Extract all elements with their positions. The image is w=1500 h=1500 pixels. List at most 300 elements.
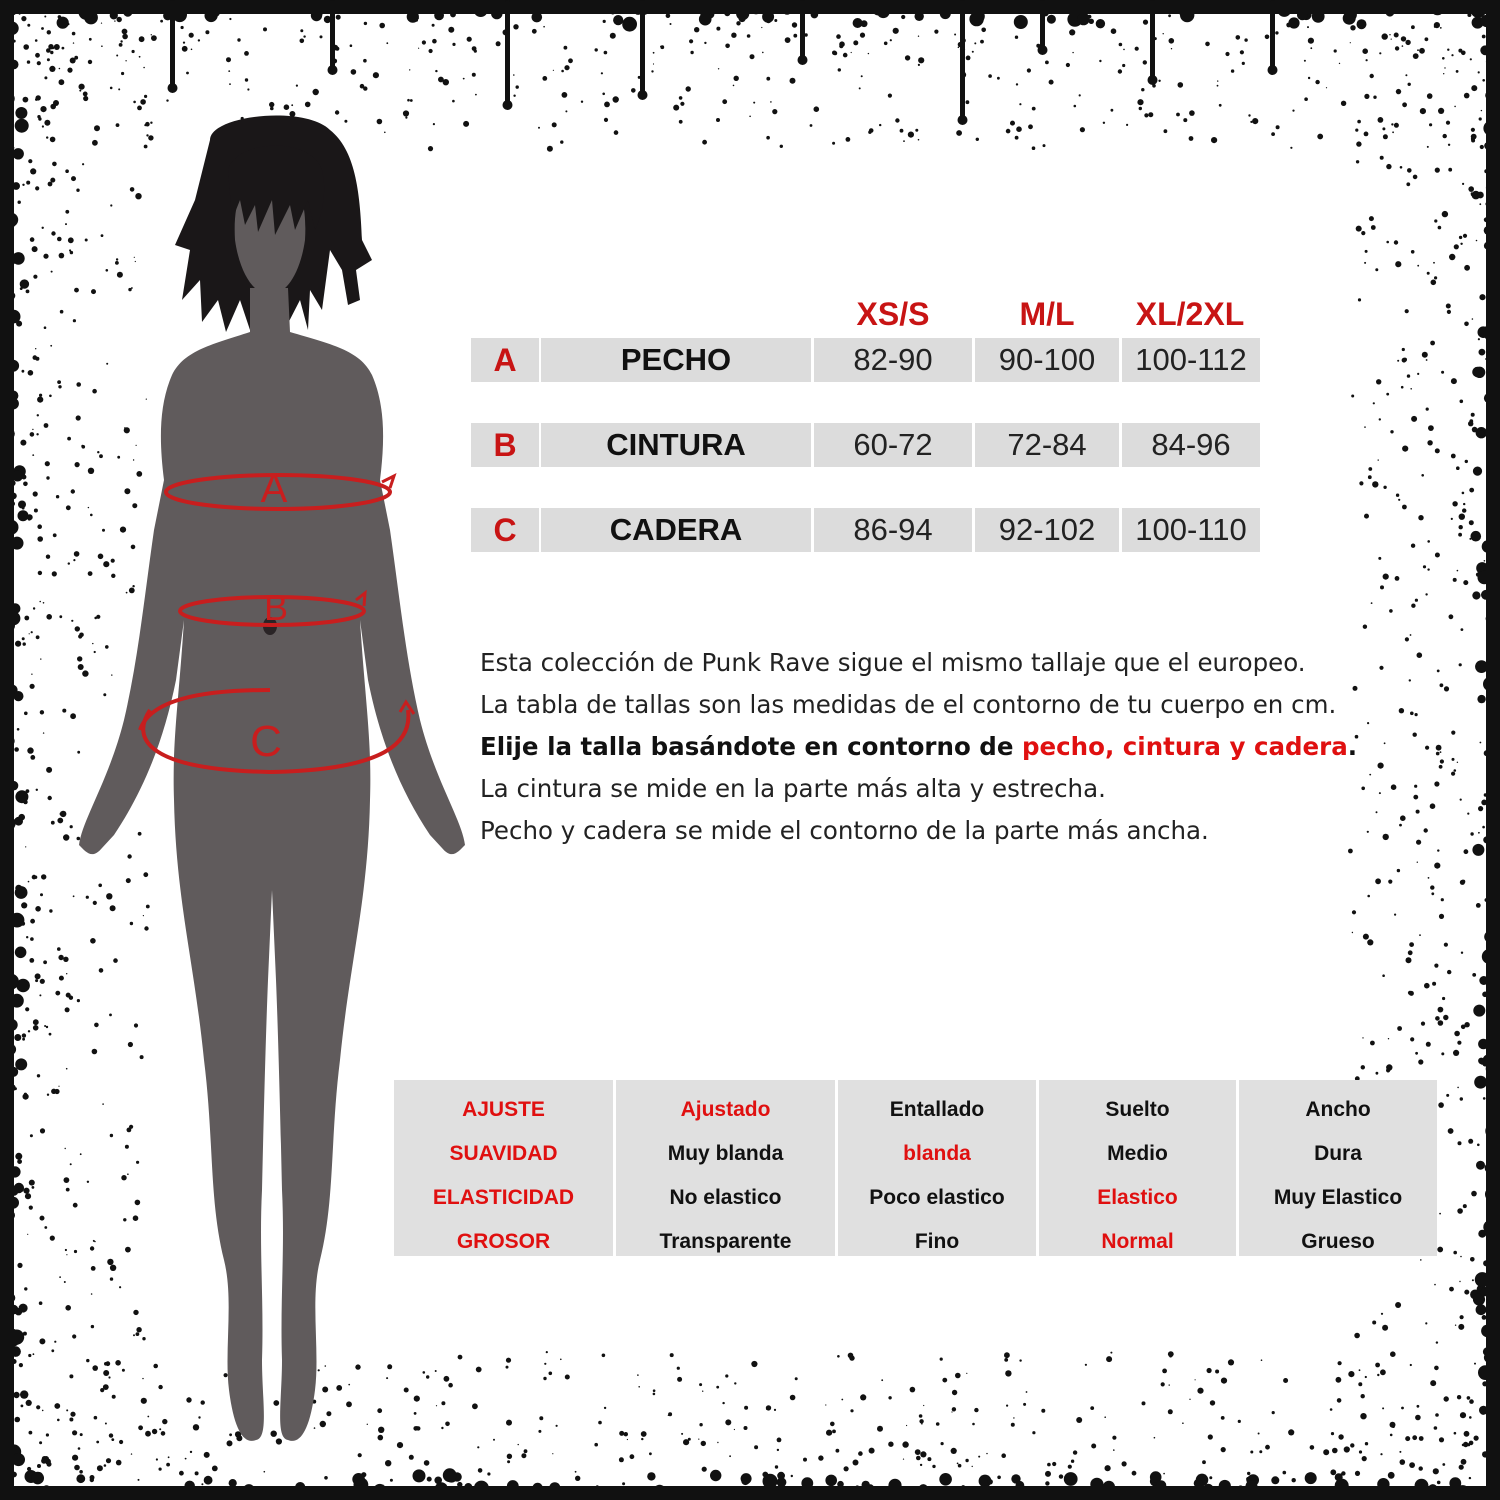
grunge-speck <box>1258 1433 1260 1435</box>
grunge-speck <box>1451 54 1453 56</box>
grunge-speck <box>1382 1325 1388 1331</box>
grunge-speck <box>191 49 193 51</box>
grunge-speck <box>28 159 32 163</box>
grunge-speck <box>1444 67 1445 68</box>
grunge-speck <box>1453 1050 1459 1056</box>
grunge-speck <box>516 85 519 88</box>
grunge-speck <box>1010 123 1012 125</box>
grunge-speck <box>614 130 619 135</box>
grunge-speck <box>1397 869 1400 872</box>
grunge-speck <box>23 1188 29 1194</box>
grunge-speck <box>1469 1416 1472 1419</box>
grunge-speck <box>1461 51 1466 56</box>
grunge-speck <box>1362 48 1368 54</box>
grunge-speck <box>1359 1369 1361 1371</box>
grunge-speck <box>997 77 1000 80</box>
ink-drip-end <box>638 90 648 100</box>
grunge-speck <box>1439 1213 1441 1215</box>
grunge-speck <box>539 1416 543 1420</box>
grunge-speck <box>118 88 120 90</box>
prop-label: GROSOR <box>394 1212 613 1256</box>
grunge-speck <box>487 1472 490 1475</box>
grunge-speck <box>793 34 797 38</box>
grunge-speck <box>670 1353 674 1357</box>
grunge-speck <box>1413 175 1418 180</box>
grunge-speck <box>1397 1026 1402 1031</box>
grunge-speck <box>543 1377 546 1380</box>
grunge-speck <box>1433 262 1435 264</box>
grunge-speck <box>247 88 249 90</box>
grunge-speck <box>1011 1423 1015 1427</box>
grunge-speck <box>1238 1420 1241 1423</box>
grunge-speck <box>1437 1481 1441 1485</box>
grunge-speck <box>1411 604 1415 608</box>
grunge-speck <box>568 58 573 63</box>
grunge-speck <box>1080 127 1085 132</box>
grunge-speck <box>1444 1396 1449 1401</box>
grunge-speck <box>836 34 841 39</box>
grunge-speck <box>1449 1287 1454 1292</box>
grunge-speck <box>1143 20 1148 25</box>
grunge-speck <box>120 40 122 42</box>
grunge-speck <box>229 18 231 20</box>
grunge-speck <box>775 1465 778 1468</box>
grunge-speck <box>1429 123 1432 126</box>
grunge-speck <box>1463 234 1467 238</box>
grunge-speck <box>1434 276 1437 279</box>
grunge-speck <box>1399 1451 1401 1453</box>
grunge-speck <box>1420 1259 1422 1261</box>
grunge-speck <box>117 17 122 22</box>
grunge-speck <box>432 24 435 27</box>
grunge-speck <box>44 1226 47 1229</box>
grunge-speck <box>18 201 21 204</box>
grunge-speck <box>190 1451 192 1453</box>
grunge-speck <box>1479 431 1485 437</box>
grunge-speck <box>637 1374 639 1376</box>
grunge-speck <box>653 52 655 54</box>
grunge-speck <box>119 43 123 47</box>
grunge-speck <box>53 100 59 106</box>
grunge-speck <box>1464 1431 1470 1437</box>
grunge-speck <box>1434 22 1440 28</box>
grunge-speck <box>40 658 41 659</box>
grunge-speck <box>1032 1431 1035 1434</box>
grunge-speck <box>263 27 267 31</box>
size-col-m-l: M/L <box>1019 296 1075 332</box>
row-letter: B <box>471 423 539 467</box>
grunge-speck <box>1052 1462 1056 1466</box>
grunge-speck <box>1396 494 1399 497</box>
grunge-speck <box>1460 1256 1462 1258</box>
grunge-speck <box>1482 35 1486 39</box>
grunge-speck <box>859 87 861 89</box>
grunge-speck <box>1344 1446 1350 1452</box>
grunge-speck <box>67 68 72 73</box>
grunge-speck <box>853 40 858 45</box>
grunge-speck <box>673 105 679 111</box>
grunge-speck <box>619 1431 624 1436</box>
grunge-speck <box>13 691 23 701</box>
grunge-speck <box>432 39 437 44</box>
grunge-speck <box>918 64 920 66</box>
prop-option: Poco elastico <box>838 1168 1036 1212</box>
grunge-speck <box>972 1466 973 1467</box>
grunge-speck <box>1356 160 1359 163</box>
grunge-speck <box>39 394 42 397</box>
grunge-speck <box>1168 14 1171 17</box>
ink-drip <box>505 0 510 105</box>
grunge-speck <box>40 1216 45 1221</box>
grunge-speck <box>1395 1302 1401 1308</box>
grunge-speck <box>1467 1396 1471 1400</box>
grunge-speck <box>1380 1453 1382 1455</box>
grunge-speck <box>565 110 567 112</box>
grunge-speck <box>41 27 44 30</box>
row-value: 100-112 <box>1122 338 1260 382</box>
grunge-speck <box>699 1423 702 1426</box>
grunge-speck <box>848 1353 854 1359</box>
grunge-speck <box>1419 48 1425 54</box>
grunge-speck <box>15 947 27 959</box>
grunge-speck <box>729 1455 731 1457</box>
grunge-speck <box>972 1423 975 1426</box>
grunge-speck <box>553 70 554 71</box>
grunge-speck <box>1417 862 1418 863</box>
grunge-speck <box>1099 60 1101 62</box>
grunge-speck <box>613 96 619 102</box>
grunge-speck <box>1411 250 1415 254</box>
grunge-speck <box>1426 359 1428 361</box>
grunge-speck <box>21 902 27 908</box>
grunge-speck <box>1378 459 1379 460</box>
grunge-speck <box>29 684 34 689</box>
grunge-speck <box>1471 413 1475 417</box>
grunge-speck <box>688 1438 691 1441</box>
grunge-speck <box>814 106 820 112</box>
grunge-speck <box>452 43 455 46</box>
grunge-speck <box>17 1159 22 1164</box>
grunge-speck <box>1451 518 1453 520</box>
grunge-speck <box>1479 294 1485 300</box>
grunge-speck <box>1400 166 1403 169</box>
grunge-speck <box>1340 1473 1343 1476</box>
grunge-speck <box>14 1087 17 1090</box>
grunge-speck <box>13 148 24 159</box>
grunge-speck <box>785 37 791 43</box>
grunge-speck <box>1330 1469 1336 1475</box>
grunge-speck <box>1317 134 1323 140</box>
grunge-speck <box>1377 1374 1379 1376</box>
grunge-speck <box>50 137 56 143</box>
grunge-speck <box>1373 402 1375 404</box>
grunge-speck <box>1460 243 1462 245</box>
grunge-speck <box>46 767 52 773</box>
grunge-speck <box>43 254 48 259</box>
grunge-speck <box>513 24 518 29</box>
grunge-speck <box>1434 1366 1439 1371</box>
grunge-speck <box>43 960 47 964</box>
grunge-speck <box>939 1473 952 1486</box>
grunge-speck <box>438 77 444 83</box>
grunge-speck <box>513 95 515 97</box>
grunge-speck <box>1111 109 1114 112</box>
grunge-speck <box>1334 49 1337 52</box>
grunge-speck <box>622 1482 625 1485</box>
grunge-speck <box>1434 219 1437 222</box>
grunge-speck <box>1113 1449 1115 1451</box>
grunge-speck <box>677 1377 682 1382</box>
grunge-speck <box>30 432 35 437</box>
grunge-speck <box>918 139 920 141</box>
grunge-speck <box>1420 108 1426 114</box>
grunge-edge <box>1486 0 1500 1500</box>
grunge-speck <box>832 1430 836 1434</box>
grunge-speck <box>89 38 92 41</box>
grunge-speck <box>1368 475 1372 479</box>
grunge-speck <box>1006 129 1011 134</box>
grunge-speck <box>1221 1378 1227 1384</box>
grunge-speck <box>630 1454 635 1459</box>
grunge-speck <box>17 728 20 731</box>
grunge-speck <box>205 30 209 34</box>
grunge-speck <box>1442 211 1448 217</box>
grunge-speck <box>1427 146 1429 148</box>
grunge-speck <box>101 23 102 24</box>
grunge-speck <box>1471 193 1474 196</box>
grunge-speck <box>1221 1416 1225 1420</box>
grunge-speck <box>1426 408 1429 411</box>
grunge-speck <box>1363 934 1369 940</box>
grunge-speck <box>44 120 50 126</box>
grunge-speck <box>918 36 919 37</box>
grunge-speck <box>604 51 608 55</box>
grunge-speck <box>1068 1465 1072 1469</box>
grunge-speck <box>20 440 26 446</box>
grunge-speck <box>31 631 33 633</box>
grunge-speck <box>641 1438 643 1440</box>
grunge-speck <box>1163 33 1164 34</box>
grunge-speck <box>35 973 41 979</box>
grunge-speck <box>560 140 563 143</box>
prop-option: Medio <box>1039 1124 1236 1168</box>
grunge-speck <box>694 27 699 32</box>
grunge-speck <box>1001 1453 1006 1458</box>
grunge-speck <box>25 846 26 847</box>
grunge-speck <box>472 73 476 77</box>
grunge-speck <box>1482 1315 1487 1320</box>
grunge-speck <box>507 1454 512 1459</box>
grunge-speck <box>601 72 603 74</box>
grunge-speck <box>884 42 888 46</box>
grunge-speck <box>1074 105 1077 108</box>
grunge-speck <box>1441 371 1444 374</box>
grunge-speck <box>121 72 124 75</box>
grunge-speck <box>900 129 904 133</box>
grunge-speck <box>29 1431 33 1435</box>
grunge-speck <box>1457 1041 1461 1045</box>
grunge-speck <box>1443 1015 1448 1020</box>
grunge-speck <box>39 1301 43 1305</box>
grunge-speck <box>1265 1445 1270 1450</box>
grunge-speck <box>1425 593 1427 595</box>
prop-option: Muy Elastico <box>1239 1168 1437 1212</box>
grunge-speck <box>1402 102 1407 107</box>
prop-option: Elastico <box>1039 1168 1236 1212</box>
grunge-speck <box>954 34 956 36</box>
grunge-speck <box>29 958 34 963</box>
grunge-speck <box>1408 83 1411 86</box>
grunge-speck <box>766 77 770 81</box>
grunge-speck <box>1364 426 1366 428</box>
grunge-speck <box>1411 544 1415 548</box>
grunge-speck <box>1459 525 1463 529</box>
grunge-speck <box>429 49 433 53</box>
grunge-speck <box>908 132 914 138</box>
grunge-speck <box>1456 70 1459 73</box>
grunge-speck <box>125 60 126 61</box>
grunge-speck <box>1465 460 1468 463</box>
size-row-c <box>471 508 1260 552</box>
grunge-speck <box>1476 1161 1485 1170</box>
grunge-speck <box>1154 1437 1156 1439</box>
grunge-speck <box>1380 156 1384 160</box>
grunge-speck <box>1361 1065 1365 1069</box>
grunge-speck <box>1458 1141 1462 1145</box>
grunge-speck <box>905 55 910 60</box>
row-value: 60-72 <box>814 423 972 467</box>
grunge-speck <box>418 48 419 49</box>
grunge-speck <box>14 817 23 826</box>
grunge-speck <box>1208 1434 1213 1439</box>
grunge-speck <box>624 1432 628 1436</box>
grunge-speck <box>21 475 26 480</box>
grunge-speck <box>1427 568 1429 570</box>
grunge-speck <box>1435 553 1440 558</box>
grunge-speck <box>49 1033 52 1036</box>
grunge-speck <box>1139 107 1142 110</box>
grunge-speck <box>790 1395 796 1401</box>
grunge-speck <box>722 1402 724 1404</box>
prop-label: AJUSTE <box>394 1080 613 1124</box>
grunge-speck <box>79 1470 83 1474</box>
grunge-speck <box>919 1414 923 1418</box>
grunge-speck <box>33 355 38 360</box>
ink-drip-end <box>1038 45 1048 55</box>
grunge-speck <box>1478 338 1480 340</box>
grunge-speck <box>619 1457 624 1462</box>
grunge-speck <box>1469 1399 1474 1404</box>
ink-drip <box>960 0 965 120</box>
grunge-speck <box>965 1459 968 1462</box>
grunge-speck <box>762 52 764 54</box>
grunge-speck <box>1240 50 1244 54</box>
grunge-speck <box>952 1390 957 1395</box>
grunge-speck <box>379 23 385 29</box>
grunge-speck <box>1482 79 1485 82</box>
grunge-speck <box>1461 628 1464 631</box>
grunge-speck <box>1004 1358 1008 1362</box>
grunge-speck <box>1392 1425 1395 1428</box>
grunge-speck <box>83 92 88 97</box>
grunge-speck <box>32 246 38 252</box>
grunge-speck <box>974 42 976 44</box>
grunge-speck <box>1310 47 1312 49</box>
grunge-speck <box>841 1399 843 1401</box>
grunge-speck <box>1275 31 1278 34</box>
grunge-speck <box>57 17 69 29</box>
grunge-speck <box>1411 25 1415 29</box>
grunge-speck <box>1307 26 1309 28</box>
grunge-speck <box>131 1453 132 1454</box>
ink-drip-end <box>503 100 513 110</box>
grunge-speck <box>861 20 868 27</box>
grunge-speck <box>496 41 501 46</box>
grunge-speck <box>1427 540 1430 543</box>
grunge-speck <box>974 1408 978 1412</box>
grunge-speck <box>1406 182 1410 186</box>
grunge-speck <box>300 39 305 44</box>
grunge-speck <box>1164 129 1168 133</box>
grunge-speck <box>139 36 145 42</box>
grunge-speck <box>1104 1416 1106 1418</box>
grunge-speck <box>1454 1432 1457 1435</box>
grunge-speck <box>1467 1443 1470 1446</box>
grunge-speck <box>122 29 128 35</box>
grunge-speck <box>1221 1447 1226 1452</box>
grunge-speck <box>1405 637 1409 641</box>
grunge-speck <box>1474 1436 1479 1441</box>
grunge-speck <box>1310 1445 1315 1450</box>
grunge-speck <box>903 1459 904 1460</box>
grunge-speck <box>888 94 892 98</box>
grunge-speck <box>1355 1471 1360 1476</box>
grunge-speck <box>1442 57 1445 60</box>
grunge-speck <box>1361 231 1365 235</box>
grunge-speck <box>427 1477 432 1482</box>
grunge-speck <box>74 56 78 60</box>
grunge-speck <box>916 1456 921 1461</box>
grunge-speck <box>1479 203 1481 205</box>
grunge-speck <box>1471 134 1477 140</box>
ink-drip-end <box>1148 75 1158 85</box>
grunge-speck <box>264 1471 266 1473</box>
grunge-speck <box>1352 910 1356 914</box>
grunge-speck <box>1471 85 1477 91</box>
grunge-speck <box>296 85 298 87</box>
grunge-speck <box>1135 47 1139 51</box>
grunge-speck <box>1463 580 1468 585</box>
grunge-speck <box>33 1019 39 1025</box>
grunge-speck <box>860 33 865 38</box>
grunge-speck <box>49 909 52 912</box>
grunge-speck <box>1456 466 1460 470</box>
grunge-speck <box>560 1359 562 1361</box>
grunge-speck <box>336 15 341 20</box>
grunge-speck <box>1358 298 1361 301</box>
grunge-speck <box>818 1455 823 1460</box>
grunge-speck <box>1305 1472 1317 1484</box>
grunge-speck <box>26 290 30 294</box>
grunge-speck <box>352 1473 365 1486</box>
grunge-speck <box>744 1426 748 1430</box>
grunge-speck <box>26 936 28 938</box>
grunge-speck <box>37 115 40 118</box>
grunge-edge <box>0 1486 1500 1500</box>
grunge-speck <box>1265 35 1270 40</box>
grunge-speck <box>39 1338 45 1344</box>
grunge-speck <box>1438 226 1442 230</box>
